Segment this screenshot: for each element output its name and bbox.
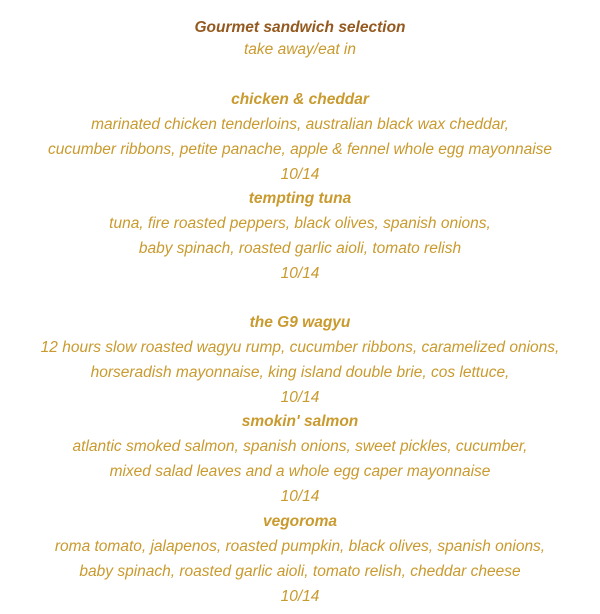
item-price: 10/14 bbox=[280, 488, 320, 505]
item-name-vegoroma: vegoroma bbox=[262, 513, 338, 530]
item-description-line: baby spinach, roasted garlic aioli, tomato relish, cheddar cheese bbox=[79, 563, 521, 580]
item-description-line: cucumber ribbons, petite panache, apple & fennel whole egg mayonnaise bbox=[47, 141, 553, 158]
item-price: 10/14 bbox=[280, 265, 320, 282]
item-description-line: marinated chicken tenderloins, australian black wax cheddar, bbox=[91, 116, 509, 133]
item-description-line: roma tomato, jalapenos, roasted pumpkin, black olives, spanish onions, bbox=[54, 538, 546, 555]
item-name-g9-wagyu: the G9 wagyu bbox=[249, 314, 351, 331]
menu-subtitle: take away/eat in bbox=[243, 41, 356, 58]
item-description-line: baby spinach, roasted garlic aioli, tomato relish bbox=[138, 240, 462, 257]
item-name-smokin-salmon: smokin' salmon bbox=[241, 413, 359, 430]
item-price: 10/14 bbox=[280, 166, 320, 183]
item-description-line: atlantic smoked salmon, spanish onions, sweet pickles, cucumber, bbox=[72, 438, 528, 455]
item-price: 10/14 bbox=[280, 588, 320, 605]
item-price: 10/14 bbox=[280, 389, 320, 406]
item-description-line: 12 hours slow roasted wagyu rump, cucumber ribbons, caramelized onions, bbox=[40, 339, 560, 356]
item-description-line: horseradish mayonnaise, king island double brie, cos lettuce, bbox=[90, 364, 510, 381]
item-name-tempting-tuna: tempting tuna bbox=[248, 190, 352, 207]
menu-title: Gourmet sandwich selection bbox=[194, 19, 406, 36]
item-description-line: mixed salad leaves and a whole egg caper mayonnaise bbox=[109, 463, 491, 480]
item-description-line: tuna, fire roasted peppers, black olives, spanish onions, bbox=[109, 215, 491, 232]
item-name-chicken-cheddar: chicken & cheddar bbox=[231, 91, 369, 108]
